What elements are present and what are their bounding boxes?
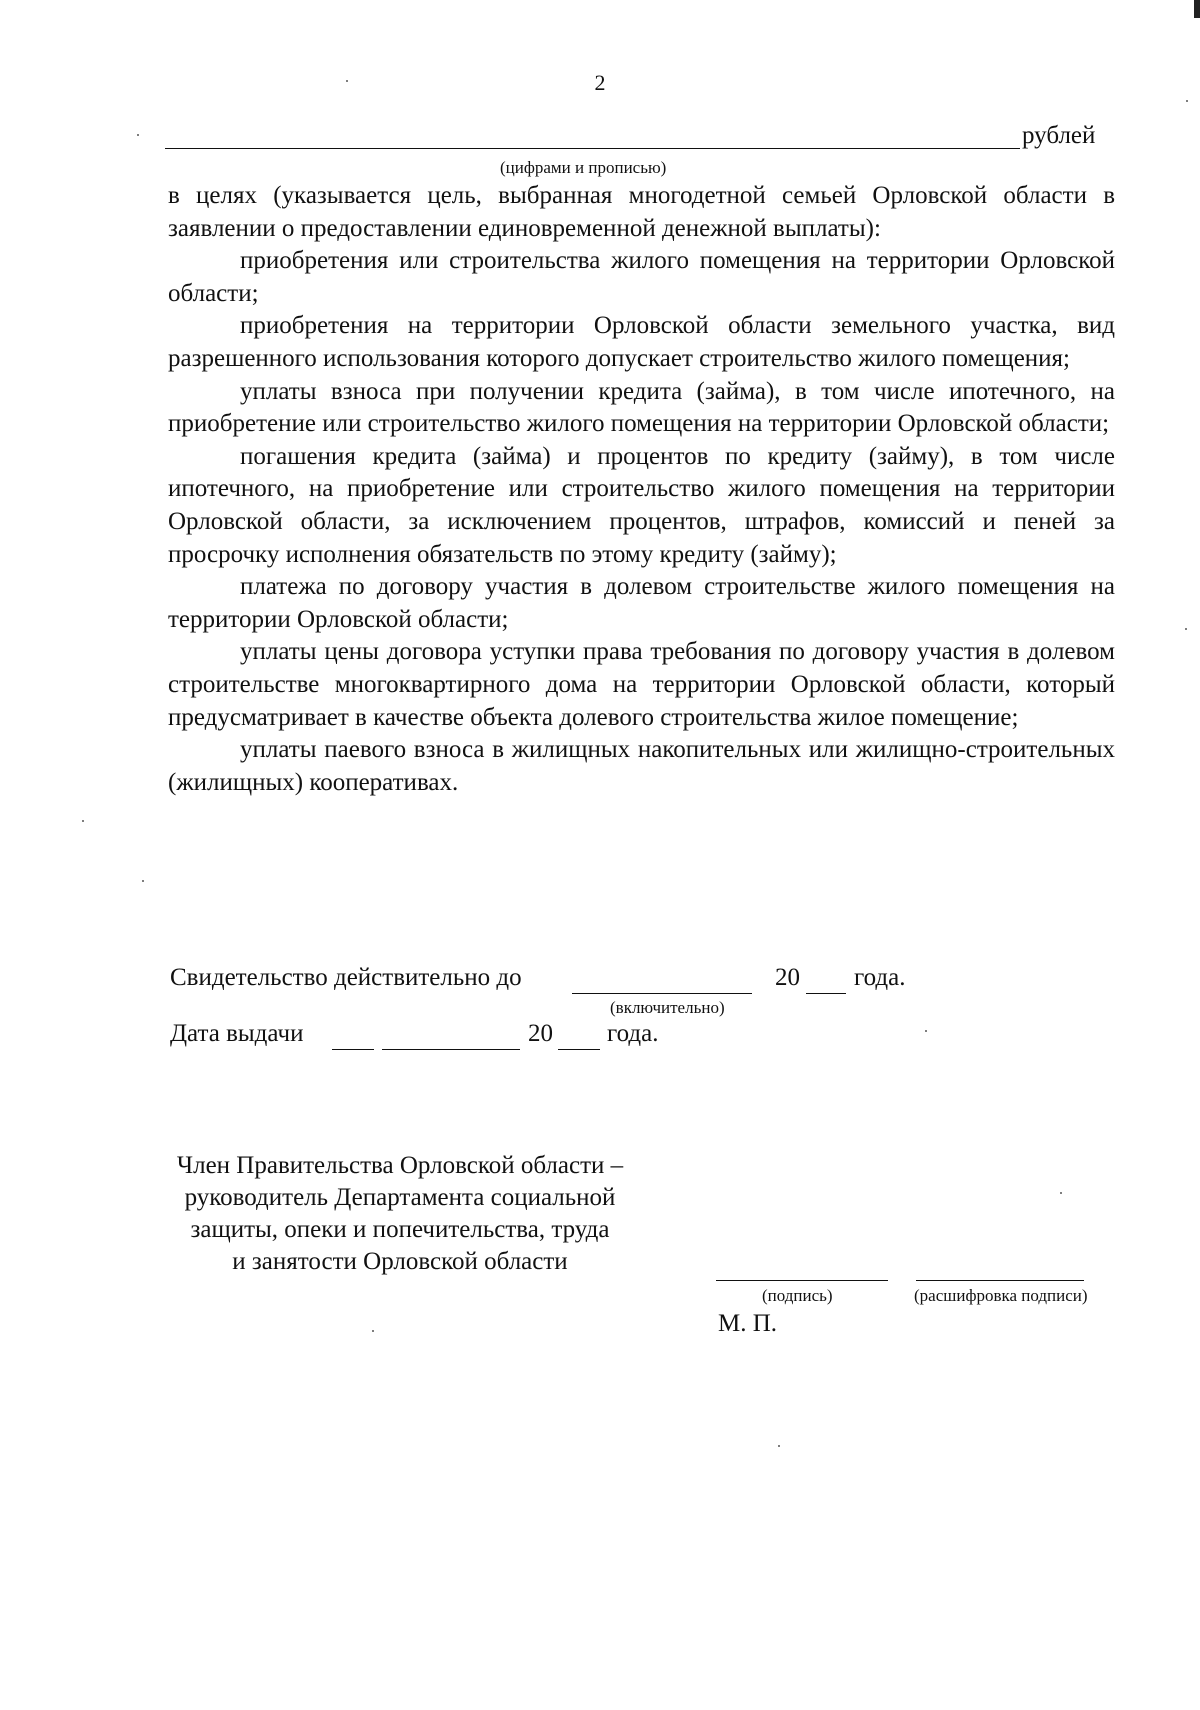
purpose-item: приобретения или строительства жилого помещения на территории Орловской области; — [168, 247, 1115, 307]
purpose-item: уплаты паевого взноса в жилищных накопительных или жилищно-строительных (жилищных) кооперативах. — [168, 736, 1115, 796]
issue-day-blank — [332, 1049, 374, 1050]
currency-label: рублей — [1022, 122, 1096, 149]
amount-blank-line — [165, 148, 1020, 149]
validity-caption: (включительно) — [610, 998, 725, 1017]
purpose-intro: в целях (указывается цель, выбранная многодетной семьей Орловской области в заявлении о предоставлении единовременной денежной выплаты): — [168, 182, 1115, 242]
scan-speck — [925, 1030, 927, 1032]
signatory-line: и занятости Орловской области — [232, 1248, 568, 1275]
scan-edge-mark — [1194, 0, 1200, 18]
issue-year-suffix: года. — [607, 1020, 659, 1047]
issue-month-blank — [382, 1049, 520, 1050]
purpose-item: уплаты взноса при получении кредита (займа), в том числе ипотечного, на приобретение или строительство жилого помещения на территории Орловской области; — [168, 377, 1115, 438]
scan-speck — [778, 1445, 780, 1447]
scan-speck — [137, 134, 139, 136]
validity-date-blank — [572, 993, 752, 994]
scan-speck — [1185, 628, 1187, 630]
page-number: 2 — [594, 70, 606, 95]
scan-speck — [1060, 1192, 1062, 1194]
issue-year-prefix: 20 — [528, 1020, 553, 1047]
purpose-item: платежа по договору участия в долевом строительстве жилого помещения на территории Орловской области; — [168, 573, 1115, 633]
validity-label: Свидетельство действительно до — [170, 964, 522, 991]
issue-year-blank — [558, 1049, 600, 1050]
signature-decoding-blank — [916, 1280, 1084, 1281]
signatory-line: руководитель Департамента социальной — [184, 1184, 616, 1211]
document-body — [168, 180, 1115, 799]
issue-date-label: Дата выдачи — [170, 1020, 304, 1047]
scan-speck — [1186, 100, 1188, 102]
purpose-item: уплаты цены договора уступки права требования по договору участия в долевом строительстве многоквартирного дома на территории Орловской области, который предусматривает в качестве объекта долевого строительства жилое помещение; — [168, 638, 1115, 731]
amount-caption: (цифрами и прописью) — [500, 158, 667, 177]
signature-caption: (подпись) — [762, 1286, 833, 1305]
validity-year-blank — [806, 993, 846, 994]
signatory-title — [120, 1150, 680, 1278]
signature-blank — [716, 1280, 888, 1281]
scan-speck — [372, 1330, 374, 1332]
stamp-place-label: М. П. — [718, 1310, 778, 1337]
scan-speck — [142, 880, 144, 882]
purpose-item: погашения кредита (займа) и процентов по кредиту (займу), в том числе ипотечного, на приобретение или строительство жилого помещения на территории Орловской области, за исключением процентов, штрафов, комиссий и пеней за просрочку исполнения обязательств по этому кредиту (займу); — [168, 442, 1115, 568]
signatory-line: защиты, опеки и попечительства, труда — [190, 1216, 610, 1243]
scan-speck — [82, 820, 84, 822]
scan-speck — [346, 80, 348, 82]
signature-decoding-caption: (расшифровка подписи) — [914, 1286, 1088, 1305]
purpose-item: приобретения на территории Орловской области земельного участка, вид разрешенного использования которого допускает строительство жилого помещения; — [168, 312, 1115, 372]
validity-year-suffix: года. — [854, 964, 906, 991]
signatory-line: Член Правительства Орловской области – — [176, 1152, 624, 1179]
validity-year-prefix: 20 — [775, 964, 800, 991]
